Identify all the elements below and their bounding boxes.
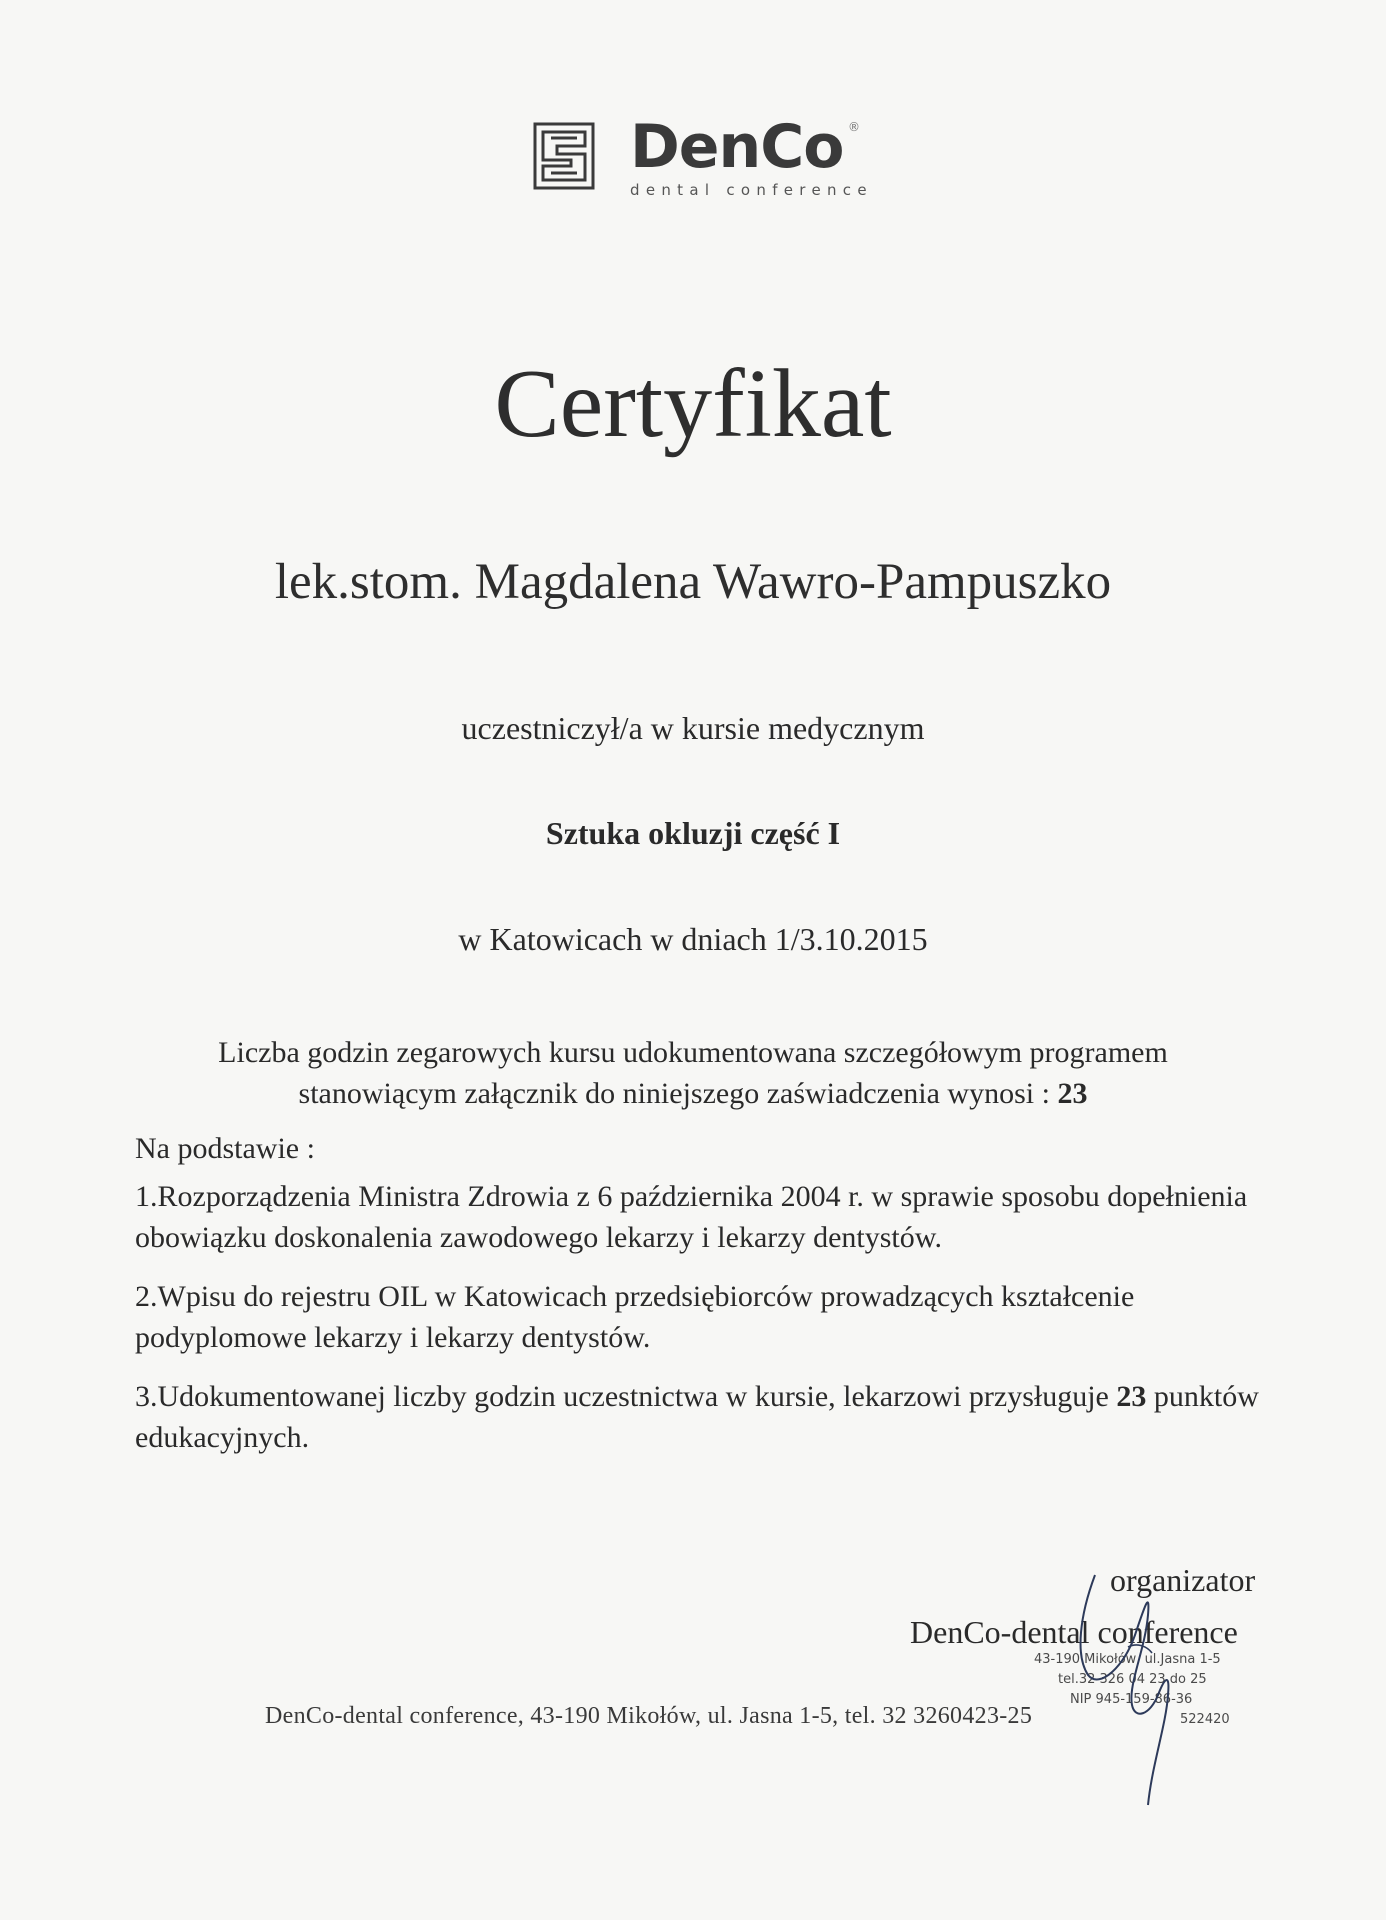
hours-value: 23 <box>1057 1077 1088 1110</box>
stamp-line-4: 522420 <box>1180 1712 1230 1727</box>
logo-name: DenCo <box>630 112 844 182</box>
recipient-name: lek.stom. Magdalena Wawro-Pampuszko <box>274 554 1112 610</box>
registered-mark: ® <box>848 120 860 134</box>
footer-address: DenCo-dental conference, 43-190 Mikołów, ul. Jasna 1-5, tel. 32 3260423-25 <box>265 1703 1033 1729</box>
place-date: w Katowicach w dniach 1/3.10.2015 <box>458 921 928 957</box>
basis-list <box>135 1176 1265 1476</box>
hours-line-2-text: stanowiącym załącznik do niniejszego zaświadczenia wynosi : <box>298 1077 1058 1110</box>
organizer-label: organizator <box>1110 1562 1256 1598</box>
points-value: 23 <box>1116 1380 1147 1413</box>
basis-item-3-suffix: punktów edukacyjnych. <box>135 1380 1259 1454</box>
hours-statement <box>0 1032 1386 1114</box>
hours-line-2 <box>0 1073 1386 1114</box>
stamp-line-2: tel.32 326 04 23 do 25 <box>1058 1672 1207 1687</box>
basis-item-2: 2.Wpisu do rejestru OIL w Katowicach przedsiębiorców prowadzących kształcenie podyplomowe lekarzy i lekarzy dentystów. <box>135 1280 1135 1354</box>
certificate-title: Certyfikat <box>494 350 892 458</box>
participation-text: uczestniczył/a w kursie medycznym <box>461 710 925 746</box>
basis-label: Na podstawie : <box>135 1132 315 1165</box>
logo-tagline: dental conference <box>630 181 873 199</box>
basis-item-3 <box>135 1376 1265 1458</box>
basis-item-1: 1.Rozporządzenia Ministra Zdrowia z 6 października 2004 r. w sprawie sposobu dopełnienia obowiązku doskonalenia zawodowego lekarzy i lekarzy dentystów. <box>135 1180 1248 1254</box>
stamp-line-3: NIP 945-159-86-36 <box>1070 1692 1193 1707</box>
course-name: Sztuka okluzji część I <box>545 815 841 851</box>
hours-line-1: Liczba godzin zegarowych kursu udokumentowana szczegółowym programem <box>218 1036 1168 1069</box>
denco-logo-icon <box>533 122 595 190</box>
organizer-name: DenCo-dental conference <box>910 1614 1238 1650</box>
stamp-line-1: 43-190 Mikołów, ul.Jasna 1-5 <box>1034 1652 1221 1667</box>
signature-icon <box>1040 1555 1240 1815</box>
basis-item-3-prefix: 3.Udokumentowanej liczby godzin uczestnictwa w kursie, lekarzowi przysługuje <box>135 1380 1117 1413</box>
